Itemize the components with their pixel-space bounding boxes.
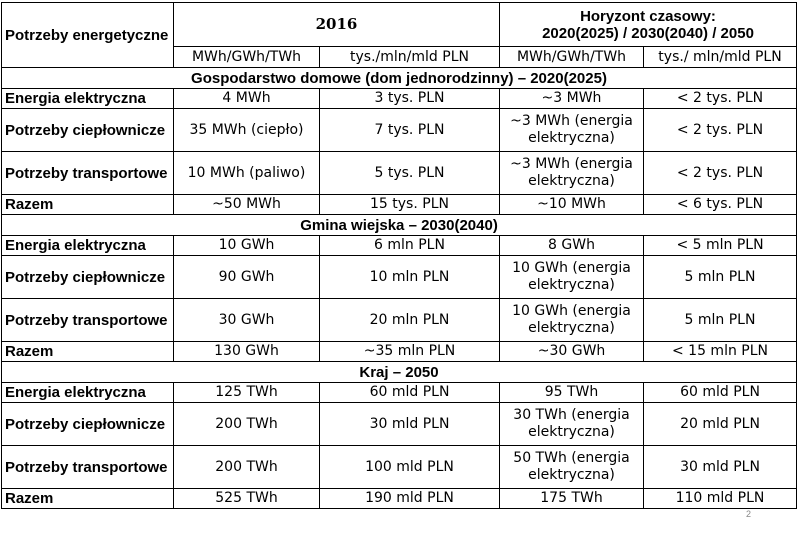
row-label: Razem xyxy=(2,195,174,215)
row-label: Potrzeby transportowe xyxy=(2,299,174,342)
table-row xyxy=(2,256,797,299)
table-cell: 125 TWh xyxy=(174,383,320,403)
table-cell: 15 tys. PLN xyxy=(320,195,500,215)
table-cell: 100 mld PLN xyxy=(320,446,500,489)
table-cell: 20 mld PLN xyxy=(644,403,797,446)
unit-2016-energy: MWh/GWh/TWh xyxy=(174,47,320,68)
table-row xyxy=(2,342,797,362)
table-row xyxy=(2,299,797,342)
table-cell: 130 GWh xyxy=(174,342,320,362)
table-cell: 525 TWh xyxy=(174,489,320,509)
table-cell: ~3 MWh (energia elektryczna) xyxy=(500,109,644,152)
table-cell: < 15 mln PLN xyxy=(644,342,797,362)
table-row xyxy=(2,89,797,109)
table-cell: 10 GWh (energia elektryczna) xyxy=(500,256,644,299)
horizon-line-1: Horyzont czasowy: xyxy=(580,7,716,25)
section-title: Gmina wiejska – 2030(2040) xyxy=(2,215,797,236)
table-row xyxy=(2,236,797,256)
table-cell: ~3 MWh xyxy=(500,89,644,109)
table-cell: 200 TWh xyxy=(174,446,320,489)
table-cell: < 2 tys. PLN xyxy=(644,152,797,195)
row-label: Potrzeby ciepłownicze xyxy=(2,256,174,299)
horizon-header xyxy=(500,3,797,47)
table-row xyxy=(2,383,797,403)
table-cell: 10 GWh xyxy=(174,236,320,256)
row-label: Energia elektryczna xyxy=(2,383,174,403)
table-cell: 10 mln PLN xyxy=(320,256,500,299)
section-header-row xyxy=(2,215,797,236)
table-cell: 10 MWh (paliwo) xyxy=(174,152,320,195)
year-2016-header: 2016 xyxy=(174,3,500,47)
row-label: Energia elektryczna xyxy=(2,236,174,256)
table-cell: ~35 mln PLN xyxy=(320,342,500,362)
table-cell: 5 mln PLN xyxy=(644,299,797,342)
table-cell: 60 mld PLN xyxy=(644,383,797,403)
table-row xyxy=(2,489,797,509)
unit-horizon-energy: MWh/GWh/TWh xyxy=(500,47,644,68)
table-cell: ~3 MWh (energia elektryczna) xyxy=(500,152,644,195)
table-row xyxy=(2,195,797,215)
table-cell: 90 GWh xyxy=(174,256,320,299)
row-label: Potrzeby transportowe xyxy=(2,446,174,489)
table-cell: 30 mld PLN xyxy=(320,403,500,446)
table-cell: 4 MWh xyxy=(174,89,320,109)
horizon-line-2: 2020(2025) / 2030(2040) / 2050 xyxy=(542,24,754,42)
unit-2016-cost: tys./mln/mld PLN xyxy=(320,47,500,68)
unit-horizon-cost: tys./ mln/mld PLN xyxy=(644,47,797,68)
table-row xyxy=(2,446,797,489)
row-label: Energia elektryczna xyxy=(2,89,174,109)
row-label: Razem xyxy=(2,342,174,362)
table-cell: 175 TWh xyxy=(500,489,644,509)
row-label: Potrzeby ciepłownicze xyxy=(2,403,174,446)
section-header-row xyxy=(2,362,797,383)
table-cell: 200 TWh xyxy=(174,403,320,446)
table-cell: 8 GWh xyxy=(500,236,644,256)
table-cell: 6 mln PLN xyxy=(320,236,500,256)
table-cell: < 5 mln PLN xyxy=(644,236,797,256)
table-cell: 20 mln PLN xyxy=(320,299,500,342)
table-cell: 10 GWh (energia elektryczna) xyxy=(500,299,644,342)
table-cell: < 2 tys. PLN xyxy=(644,109,797,152)
table-cell: 30 TWh (energia elektryczna) xyxy=(500,403,644,446)
row-label: Razem xyxy=(2,489,174,509)
table-cell: 50 TWh (energia elektryczna) xyxy=(500,446,644,489)
table-cell: 7 tys. PLN xyxy=(320,109,500,152)
table-cell: ~30 GWh xyxy=(500,342,644,362)
table-cell: ~50 MWh xyxy=(174,195,320,215)
table-cell: 30 mld PLN xyxy=(644,446,797,489)
table-cell: 5 tys. PLN xyxy=(320,152,500,195)
table-cell: 3 tys. PLN xyxy=(320,89,500,109)
table-cell: ~10 MWh xyxy=(500,195,644,215)
table-cell: 60 mld PLN xyxy=(320,383,500,403)
table-cell: 110 mld PLN xyxy=(644,489,797,509)
section-title: Gospodarstwo domowe (dom jednorodzinny) – 2020(2025) xyxy=(2,68,797,89)
table-cell: 5 mln PLN xyxy=(644,256,797,299)
section-header-row xyxy=(2,68,797,89)
table-cell: 190 mld PLN xyxy=(320,489,500,509)
table-cell: 30 GWh xyxy=(174,299,320,342)
needs-header: Potrzeby energetyczne xyxy=(2,3,174,68)
table-row xyxy=(2,403,797,446)
row-label: Potrzeby ciepłownicze xyxy=(2,109,174,152)
table-cell: 95 TWh xyxy=(500,383,644,403)
table-cell: 35 MWh (ciepło) xyxy=(174,109,320,152)
section-title: Kraj – 2050 xyxy=(2,362,797,383)
page-number: 2 xyxy=(746,509,752,519)
row-label: Potrzeby transportowe xyxy=(2,152,174,195)
header-row xyxy=(2,3,797,47)
table-row xyxy=(2,109,797,152)
table-cell: < 2 tys. PLN xyxy=(644,89,797,109)
table-row xyxy=(2,152,797,195)
table-cell: < 6 tys. PLN xyxy=(644,195,797,215)
energy-needs-table xyxy=(1,2,797,509)
